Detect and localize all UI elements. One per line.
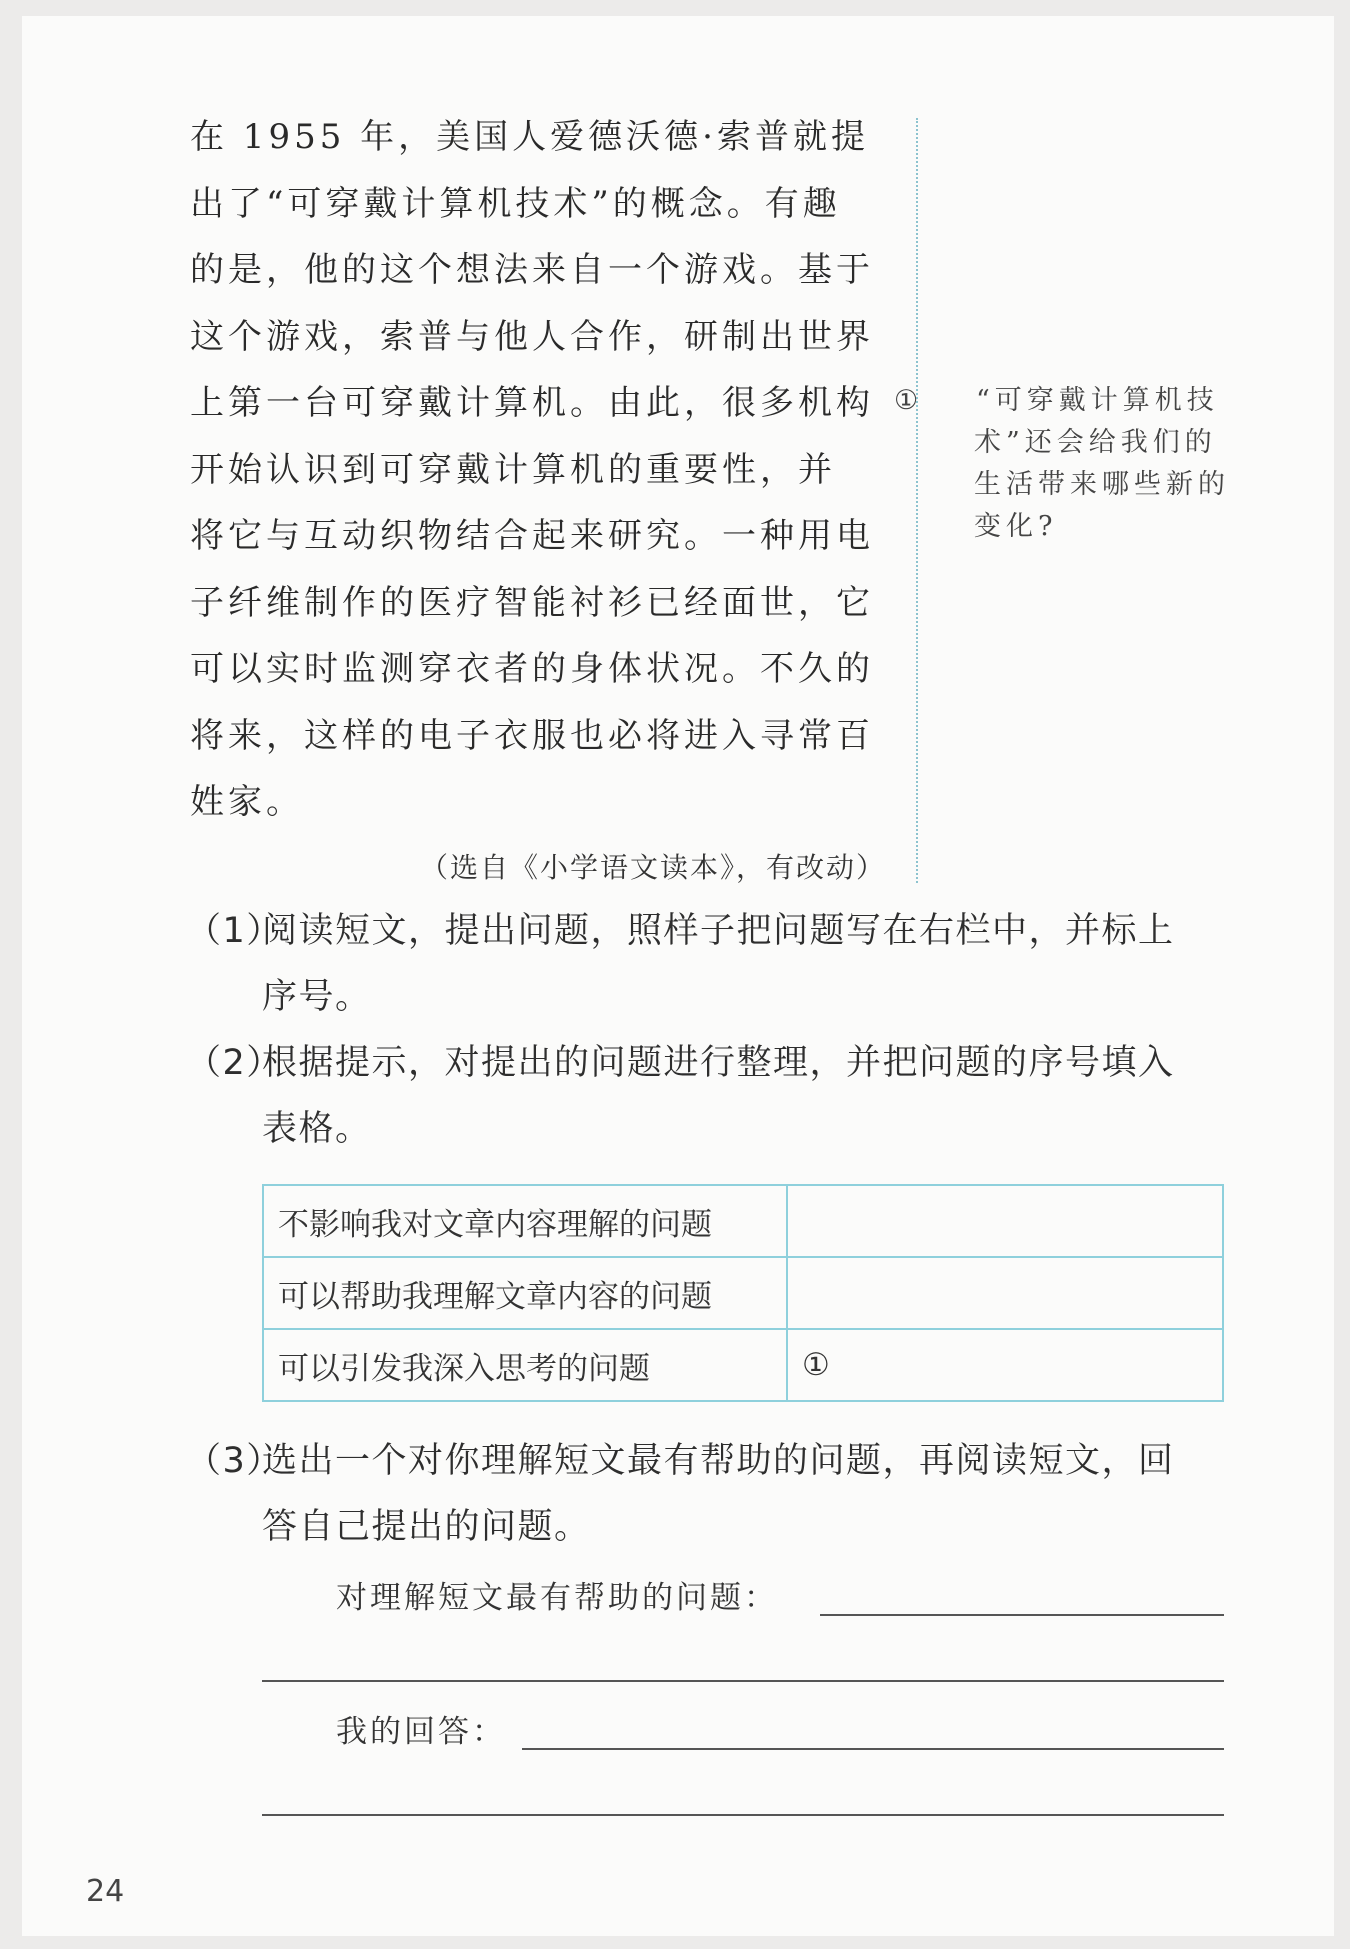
table-category: 可以引发我深入思考的问题 [263,1329,787,1401]
task-label: （3） [186,1441,283,1481]
question-answer-line[interactable] [820,1614,1224,1616]
passage-line: 开始认识到可穿戴计算机的重要性，并 [190,449,836,490]
task-text-continued: 答自己提出的问题。 [262,1507,591,1547]
side-note-line: ① “可穿戴计算机技 [934,380,1234,422]
table-answer-cell[interactable] [787,1185,1223,1257]
table-row [263,1329,1223,1401]
task-label: （1） [186,911,283,951]
side-note-line: 术”还会给我们的 [974,427,1217,458]
answer-line[interactable] [522,1748,1224,1750]
table-answer-cell[interactable]: ① [787,1329,1223,1401]
passage-line: 子纤维制作的医疗智能衬衫已经面世，它 [190,582,874,623]
task-3 [186,1428,1226,1560]
question-label: 对理解短文最有帮助的问题： [336,1580,778,1616]
note-number: ① [894,385,924,416]
column-divider [916,118,918,883]
passage-line: 上第一台可穿戴计算机。由此，很多机构 [190,383,874,423]
table-row [263,1257,1223,1329]
task-text: 阅读短文，提出问题，照样子把问题写在右栏中，并标上 [262,911,1175,951]
task-text-continued: 表格。 [262,1109,372,1149]
passage-line: 的是，他的这个想法来自一个游戏。基于 [190,250,874,290]
passage-line: 将它与互动织物结合起来研究。一种用电 [190,516,874,556]
task-text-continued: 序号。 [262,977,372,1017]
passage-line: 可以实时监测穿衣者的身体状况。不久的 [190,649,874,689]
passage-line: 这个游戏，索普与他人合作，研制出世界 [190,316,874,357]
passage-source: （选自《小学语文读本》，有改动） [420,851,887,884]
answer-line-2[interactable] [262,1814,1224,1816]
passage-line: 出了“可穿戴计算机技术”的概念。有趣 [190,183,841,224]
passage-line: 在 1955 年，美国人爱德沃德·索普就提 [190,117,869,157]
side-note [894,380,1234,548]
task-text: 选出一个对你理解短文最有帮助的问题，再阅读短文，回 [262,1441,1175,1481]
passage-line: 将来，这样的电子衣服也必将进入寻常百 [190,715,874,756]
reading-passage [190,104,890,836]
table-category: 不影响我对文章内容理解的问题 [263,1185,787,1257]
table-row [263,1185,1223,1257]
answer-label: 我的回答： [336,1714,506,1750]
question-answer-line-2[interactable] [262,1680,1224,1682]
table-category: 可以帮助我理解文章内容的问题 [263,1257,787,1329]
task-1 [186,898,1226,1030]
passage-line: 姓家。 [190,782,304,822]
table-answer-cell[interactable] [787,1257,1223,1329]
question-sort-table [262,1184,1224,1402]
task-label: （2） [186,1043,283,1083]
side-note-line: 生活带来哪些新的 [974,469,1230,500]
task-2 [186,1030,1226,1162]
page-number: 24 [86,1874,125,1909]
side-note-line: 变化? [974,511,1058,542]
task-text: 根据提示，对提出的问题进行整理，并把问题的序号填入 [262,1043,1175,1083]
